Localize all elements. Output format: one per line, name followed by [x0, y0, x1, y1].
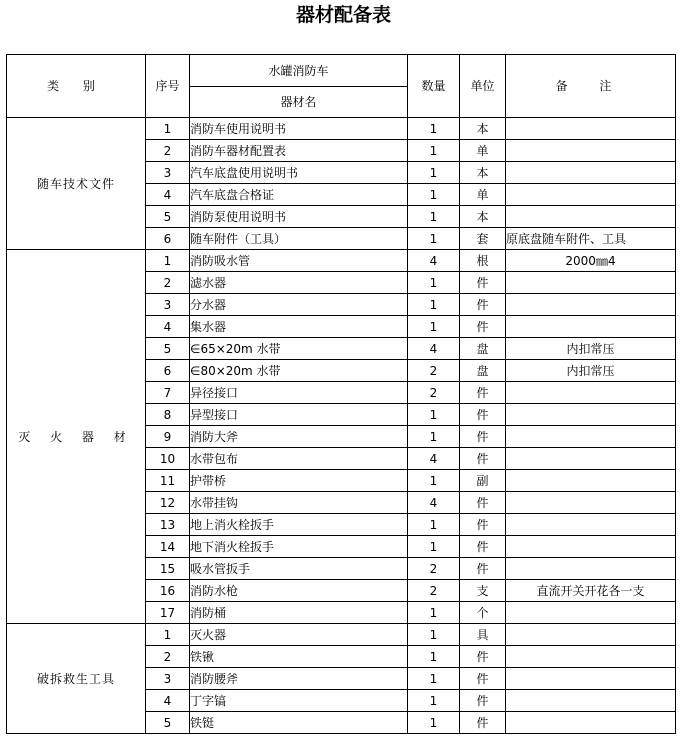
header-note: 备 注 — [506, 55, 676, 118]
name-cell: 水带包布 — [190, 448, 408, 470]
name-cell: 滤水器 — [190, 272, 408, 294]
qty-cell: 1 — [408, 316, 460, 338]
equipment-table — [6, 54, 676, 734]
seq-cell: 16 — [146, 580, 190, 602]
qty-cell: 1 — [408, 404, 460, 426]
note-cell — [506, 624, 676, 646]
name-cell: 随车附件（工具） — [190, 228, 408, 250]
name-cell: ∈65×20m 水带 — [190, 338, 408, 360]
note-cell — [506, 492, 676, 514]
note-cell: 原底盘随车附件、工具 — [506, 228, 676, 250]
table-row — [7, 118, 676, 140]
unit-cell: 支 — [460, 580, 506, 602]
qty-cell: 1 — [408, 712, 460, 734]
category-cell: 灭 火 器 材 — [7, 250, 146, 624]
name-cell: 汽车底盘使用说明书 — [190, 162, 408, 184]
qty-cell: 1 — [408, 470, 460, 492]
qty-cell: 4 — [408, 250, 460, 272]
category-cell: 破拆救生工具 — [7, 624, 146, 734]
unit-cell: 件 — [460, 272, 506, 294]
unit-cell: 单 — [460, 184, 506, 206]
unit-cell: 件 — [460, 382, 506, 404]
note-cell — [506, 712, 676, 734]
name-cell: 消防泵使用说明书 — [190, 206, 408, 228]
seq-cell: 6 — [146, 228, 190, 250]
qty-cell: 1 — [408, 602, 460, 624]
header-vehicle: 水罐消防车 — [190, 55, 408, 87]
note-cell — [506, 272, 676, 294]
name-cell: 消防桶 — [190, 602, 408, 624]
qty-cell: 2 — [408, 360, 460, 382]
seq-cell: 4 — [146, 316, 190, 338]
qty-cell: 4 — [408, 492, 460, 514]
qty-cell: 1 — [408, 140, 460, 162]
qty-cell: 4 — [408, 448, 460, 470]
name-cell: 异型接口 — [190, 404, 408, 426]
seq-cell: 7 — [146, 382, 190, 404]
name-cell: 护带桥 — [190, 470, 408, 492]
qty-cell: 1 — [408, 162, 460, 184]
seq-cell: 14 — [146, 536, 190, 558]
name-cell: 吸水管扳手 — [190, 558, 408, 580]
unit-cell: 盘 — [460, 360, 506, 382]
qty-cell: 1 — [408, 118, 460, 140]
seq-cell: 6 — [146, 360, 190, 382]
note-cell — [506, 184, 676, 206]
page-title: 器材配备表 — [295, 4, 391, 26]
unit-cell: 件 — [460, 448, 506, 470]
note-cell — [506, 382, 676, 404]
name-cell: 地下消火栓扳手 — [190, 536, 408, 558]
unit-cell: 本 — [460, 206, 506, 228]
unit-cell: 件 — [460, 294, 506, 316]
seq-cell: 17 — [146, 602, 190, 624]
seq-cell: 11 — [146, 470, 190, 492]
header-name: 器材名 — [190, 87, 408, 118]
qty-cell: 1 — [408, 272, 460, 294]
seq-cell: 4 — [146, 184, 190, 206]
seq-cell: 1 — [146, 118, 190, 140]
seq-cell: 1 — [146, 250, 190, 272]
note-cell — [506, 646, 676, 668]
note-cell — [506, 294, 676, 316]
unit-cell: 单 — [460, 140, 506, 162]
qty-cell: 1 — [408, 514, 460, 536]
unit-cell: 件 — [460, 558, 506, 580]
note-cell — [506, 514, 676, 536]
qty-cell: 1 — [408, 646, 460, 668]
note-cell: 2000㎜4 — [506, 250, 676, 272]
seq-cell: 3 — [146, 162, 190, 184]
seq-cell: 5 — [146, 712, 190, 734]
table-row — [7, 624, 676, 646]
name-cell: 水带挂钩 — [190, 492, 408, 514]
name-cell: 消防腰斧 — [190, 668, 408, 690]
qty-cell: 1 — [408, 206, 460, 228]
name-cell: 灭火器 — [190, 624, 408, 646]
note-cell: 内扣常压 — [506, 360, 676, 382]
seq-cell: 8 — [146, 404, 190, 426]
note-cell — [506, 536, 676, 558]
qty-cell: 2 — [408, 558, 460, 580]
name-cell: 消防车器材配置表 — [190, 140, 408, 162]
note-cell — [506, 140, 676, 162]
unit-cell: 本 — [460, 118, 506, 140]
unit-cell: 副 — [460, 470, 506, 492]
qty-cell: 2 — [408, 580, 460, 602]
note-cell — [506, 558, 676, 580]
header-seq: 序号 — [146, 55, 190, 118]
header-unit: 单位 — [460, 55, 506, 118]
name-cell: 消防水枪 — [190, 580, 408, 602]
unit-cell: 盘 — [460, 338, 506, 360]
note-cell — [506, 206, 676, 228]
seq-cell: 1 — [146, 624, 190, 646]
name-cell: 消防车使用说明书 — [190, 118, 408, 140]
seq-cell: 2 — [146, 272, 190, 294]
seq-cell: 4 — [146, 690, 190, 712]
name-cell: 地上消火栓扳手 — [190, 514, 408, 536]
header-category: 类 别 — [7, 55, 146, 118]
seq-cell: 9 — [146, 426, 190, 448]
name-cell: 铁锹 — [190, 646, 408, 668]
name-cell: 集水器 — [190, 316, 408, 338]
table-row — [7, 250, 676, 272]
note-cell: 直流开关开花各一支 — [506, 580, 676, 602]
name-cell: 丁字镐 — [190, 690, 408, 712]
seq-cell: 15 — [146, 558, 190, 580]
qty-cell: 1 — [408, 426, 460, 448]
unit-cell: 本 — [460, 162, 506, 184]
unit-cell: 根 — [460, 250, 506, 272]
note-cell — [506, 404, 676, 426]
note-cell — [506, 426, 676, 448]
seq-cell: 2 — [146, 140, 190, 162]
qty-cell: 1 — [408, 184, 460, 206]
qty-cell: 1 — [408, 536, 460, 558]
note-cell — [506, 448, 676, 470]
qty-cell: 1 — [408, 690, 460, 712]
unit-cell: 个 — [460, 602, 506, 624]
unit-cell: 件 — [460, 536, 506, 558]
unit-cell: 件 — [460, 316, 506, 338]
seq-cell: 10 — [146, 448, 190, 470]
note-cell — [506, 316, 676, 338]
seq-cell: 13 — [146, 514, 190, 536]
header-qty: 数量 — [408, 55, 460, 118]
note-cell — [506, 118, 676, 140]
qty-cell: 4 — [408, 338, 460, 360]
note-cell: 内扣常压 — [506, 338, 676, 360]
unit-cell: 件 — [460, 690, 506, 712]
note-cell — [506, 470, 676, 492]
seq-cell: 3 — [146, 294, 190, 316]
qty-cell: 1 — [408, 228, 460, 250]
name-cell: 铁铤 — [190, 712, 408, 734]
unit-cell: 件 — [460, 514, 506, 536]
unit-cell: 件 — [460, 492, 506, 514]
note-cell — [506, 602, 676, 624]
qty-cell: 2 — [408, 382, 460, 404]
name-cell: 异径接口 — [190, 382, 408, 404]
table-header — [7, 55, 676, 118]
category-cell: 随车技术文件 — [7, 118, 146, 250]
unit-cell: 件 — [460, 712, 506, 734]
name-cell: 消防大斧 — [190, 426, 408, 448]
qty-cell: 1 — [408, 294, 460, 316]
unit-cell: 件 — [460, 426, 506, 448]
name-cell: 汽车底盘合格证 — [190, 184, 408, 206]
seq-cell: 3 — [146, 668, 190, 690]
seq-cell: 5 — [146, 338, 190, 360]
qty-cell: 1 — [408, 624, 460, 646]
note-cell — [506, 162, 676, 184]
unit-cell: 具 — [460, 624, 506, 646]
unit-cell: 件 — [460, 404, 506, 426]
note-cell — [506, 668, 676, 690]
qty-cell: 1 — [408, 668, 460, 690]
unit-cell: 件 — [460, 668, 506, 690]
unit-cell: 件 — [460, 646, 506, 668]
table-body — [7, 118, 676, 734]
name-cell: 分水器 — [190, 294, 408, 316]
name-cell: 消防吸水管 — [190, 250, 408, 272]
name-cell: ∈80×20m 水带 — [190, 360, 408, 382]
seq-cell: 5 — [146, 206, 190, 228]
note-cell — [506, 690, 676, 712]
unit-cell: 套 — [460, 228, 506, 250]
seq-cell: 12 — [146, 492, 190, 514]
seq-cell: 2 — [146, 646, 190, 668]
